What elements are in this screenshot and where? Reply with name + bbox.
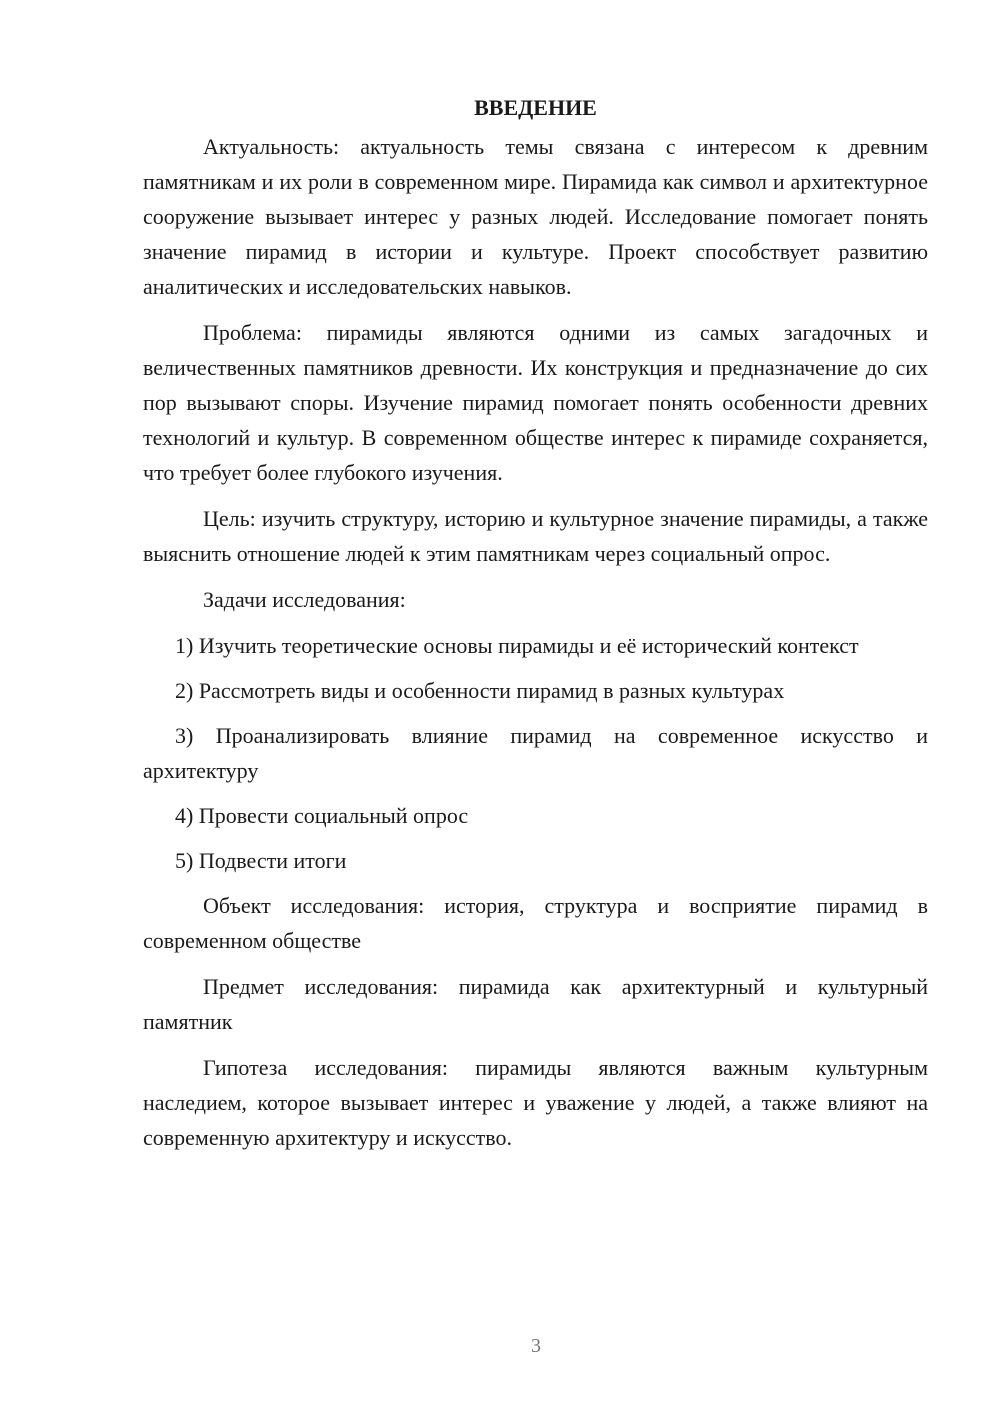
subject-paragraph: Предмет исследования: пирамида как архитектурный и культурный памятник (143, 974, 928, 1034)
page-title: ВВЕДЕНИЕ (474, 95, 597, 120)
document-page (143, 90, 928, 1155)
tasks-heading: Задачи исследования: (203, 587, 406, 612)
relevance-paragraph: Актуальность: актуальность темы связана с интересом к древним памятникам и их роли в современном мире. Пирамида как символ и архитектурное сооружение вызывает интерес у разных людей. Исследование помогает понять значение пирамид в истории и культуре. Проект способствует развитию аналитических и исследовательских навыков. (143, 134, 928, 299)
task-item-4: 4) Провести социальный опрос (175, 803, 469, 828)
hypothesis-paragraph: Гипотеза исследования: пирамиды являются важным культурным наследием, которое вызывает интерес и уважение у людей, а также влияют на современную архитектуру и искусство. (143, 1055, 928, 1150)
task-item-5: 5) Подвести итоги (175, 848, 347, 873)
object-paragraph: Объект исследования: история, структура и восприятие пирамид в современном обществе (143, 893, 928, 953)
task-item-2: 2) Рассмотреть виды и особенности пирамид в разных культурах (175, 678, 785, 703)
task-item-3: 3) Проанализировать влияние пирамид на современное искусство и архитектуру (143, 723, 928, 783)
page-number: 3 (531, 1335, 541, 1357)
task-item-1: 1) Изучить теоретические основы пирамиды и её исторический контекст (175, 633, 859, 658)
goal-paragraph: Цель: изучить структуру, историю и культурное значение пирамиды, а также выяснить отношение людей к этим памятникам через социальный опрос. (143, 506, 928, 566)
problem-paragraph: Проблема: пирамиды являются одними из самых загадочных и величественных памятников древности. Их конструкция и предназначение до сих пор вызывают споры. Изучение пирамид помогает понять особенности древних технологий и культур. В современном обществе интерес к пирамиде сохраняется, что требует более глубокого изучения. (143, 320, 928, 485)
